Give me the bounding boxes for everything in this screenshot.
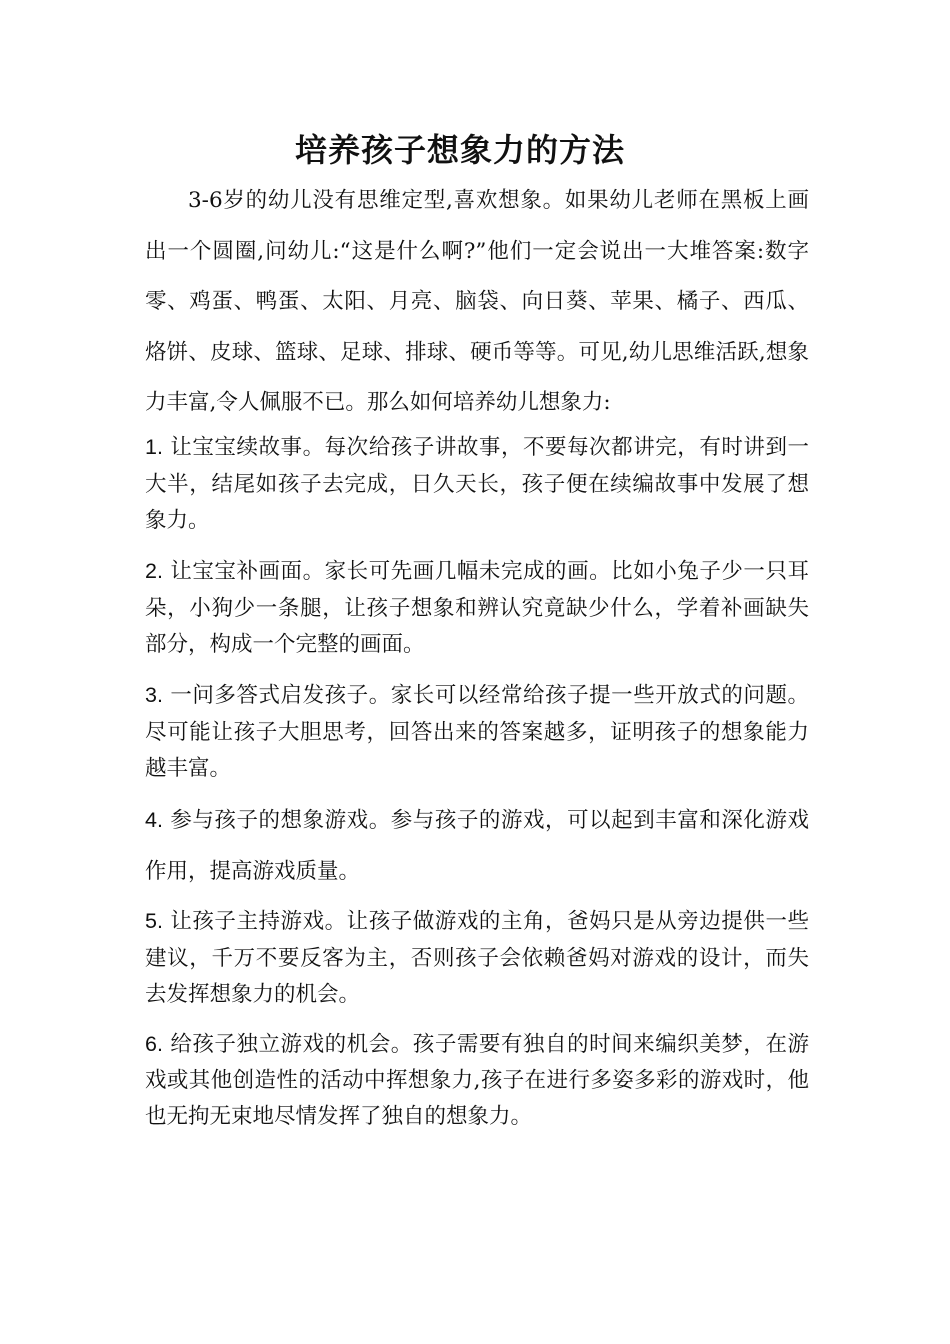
item-text: 让宝宝补画面。家长可先画几幅未完成的画。比如小兔子少一只耳朵，小狗少一条腿，让孩子想象和辨认究竟缺少什么，学着补画缺失部分，构成一个完整的画面。 [145,559,809,657]
item-number: 4. [145,808,163,832]
item-text: 一问多答式启发孩子。家长可以经常给孩子提一些开放式的问题。尽可能让孩子大胆思考，回答出来的答案越多，证明孩子的想象能力越丰富。 [145,683,809,781]
item-number: 3. [145,683,163,707]
list-item [145,795,809,897]
item-number: 5. [145,909,163,933]
list-item [145,429,809,540]
list-item [145,677,809,788]
item-number: 1. [145,435,163,459]
list-item [145,553,809,664]
list-item [145,1026,809,1135]
item-number: 6. [145,1032,163,1056]
intro-paragraph: 3-6岁的幼儿没有思维定型,喜欢想象。如果幼儿老师在黑板上画出一个圆圈,问幼儿:“这是什么啊?”他们一定会说出一大堆答案:数字零、鸡蛋、鸭蛋、太阳、月亮、脑袋、向日葵、苹果、橘子、西瓜、烙饼、皮球、篮球、足球、排球、硬币等等。可见,幼儿思维活跃,想象力丰富,令人佩服不已。那么如何培养幼儿想象力: [145,188,809,415]
item-text: 参与孩子的想象游戏。参与孩子的游戏，可以起到丰富和深化游戏作用，提高游戏质量。 [145,808,809,884]
item-text: 让宝宝续故事。每次给孩子讲故事，不要每次都讲完，有时讲到一大半，结尾如孩子去完成，日久天长，孩子便在续编故事中发展了想象力。 [145,435,809,533]
item-text: 让孩子主持游戏。让孩子做游戏的主角，爸妈只是从旁边提供一些建议，千万不要反客为主，否则孩子会依赖爸妈对游戏的设计，而失去发挥想象力的机会。 [145,909,809,1007]
item-number: 2. [145,559,163,583]
item-text: 给孩子独立游戏的机会。孩子需要有独自的时间来编织美梦，在游戏或其他创造性的活动中挥想象力,孩子在进行多姿多彩的游戏时，他也无拘无束地尽情发挥了独自的想象力。 [145,1032,809,1129]
document-title: 培养孩子想象力的方法 [294,131,625,169]
list-item [145,903,809,1014]
